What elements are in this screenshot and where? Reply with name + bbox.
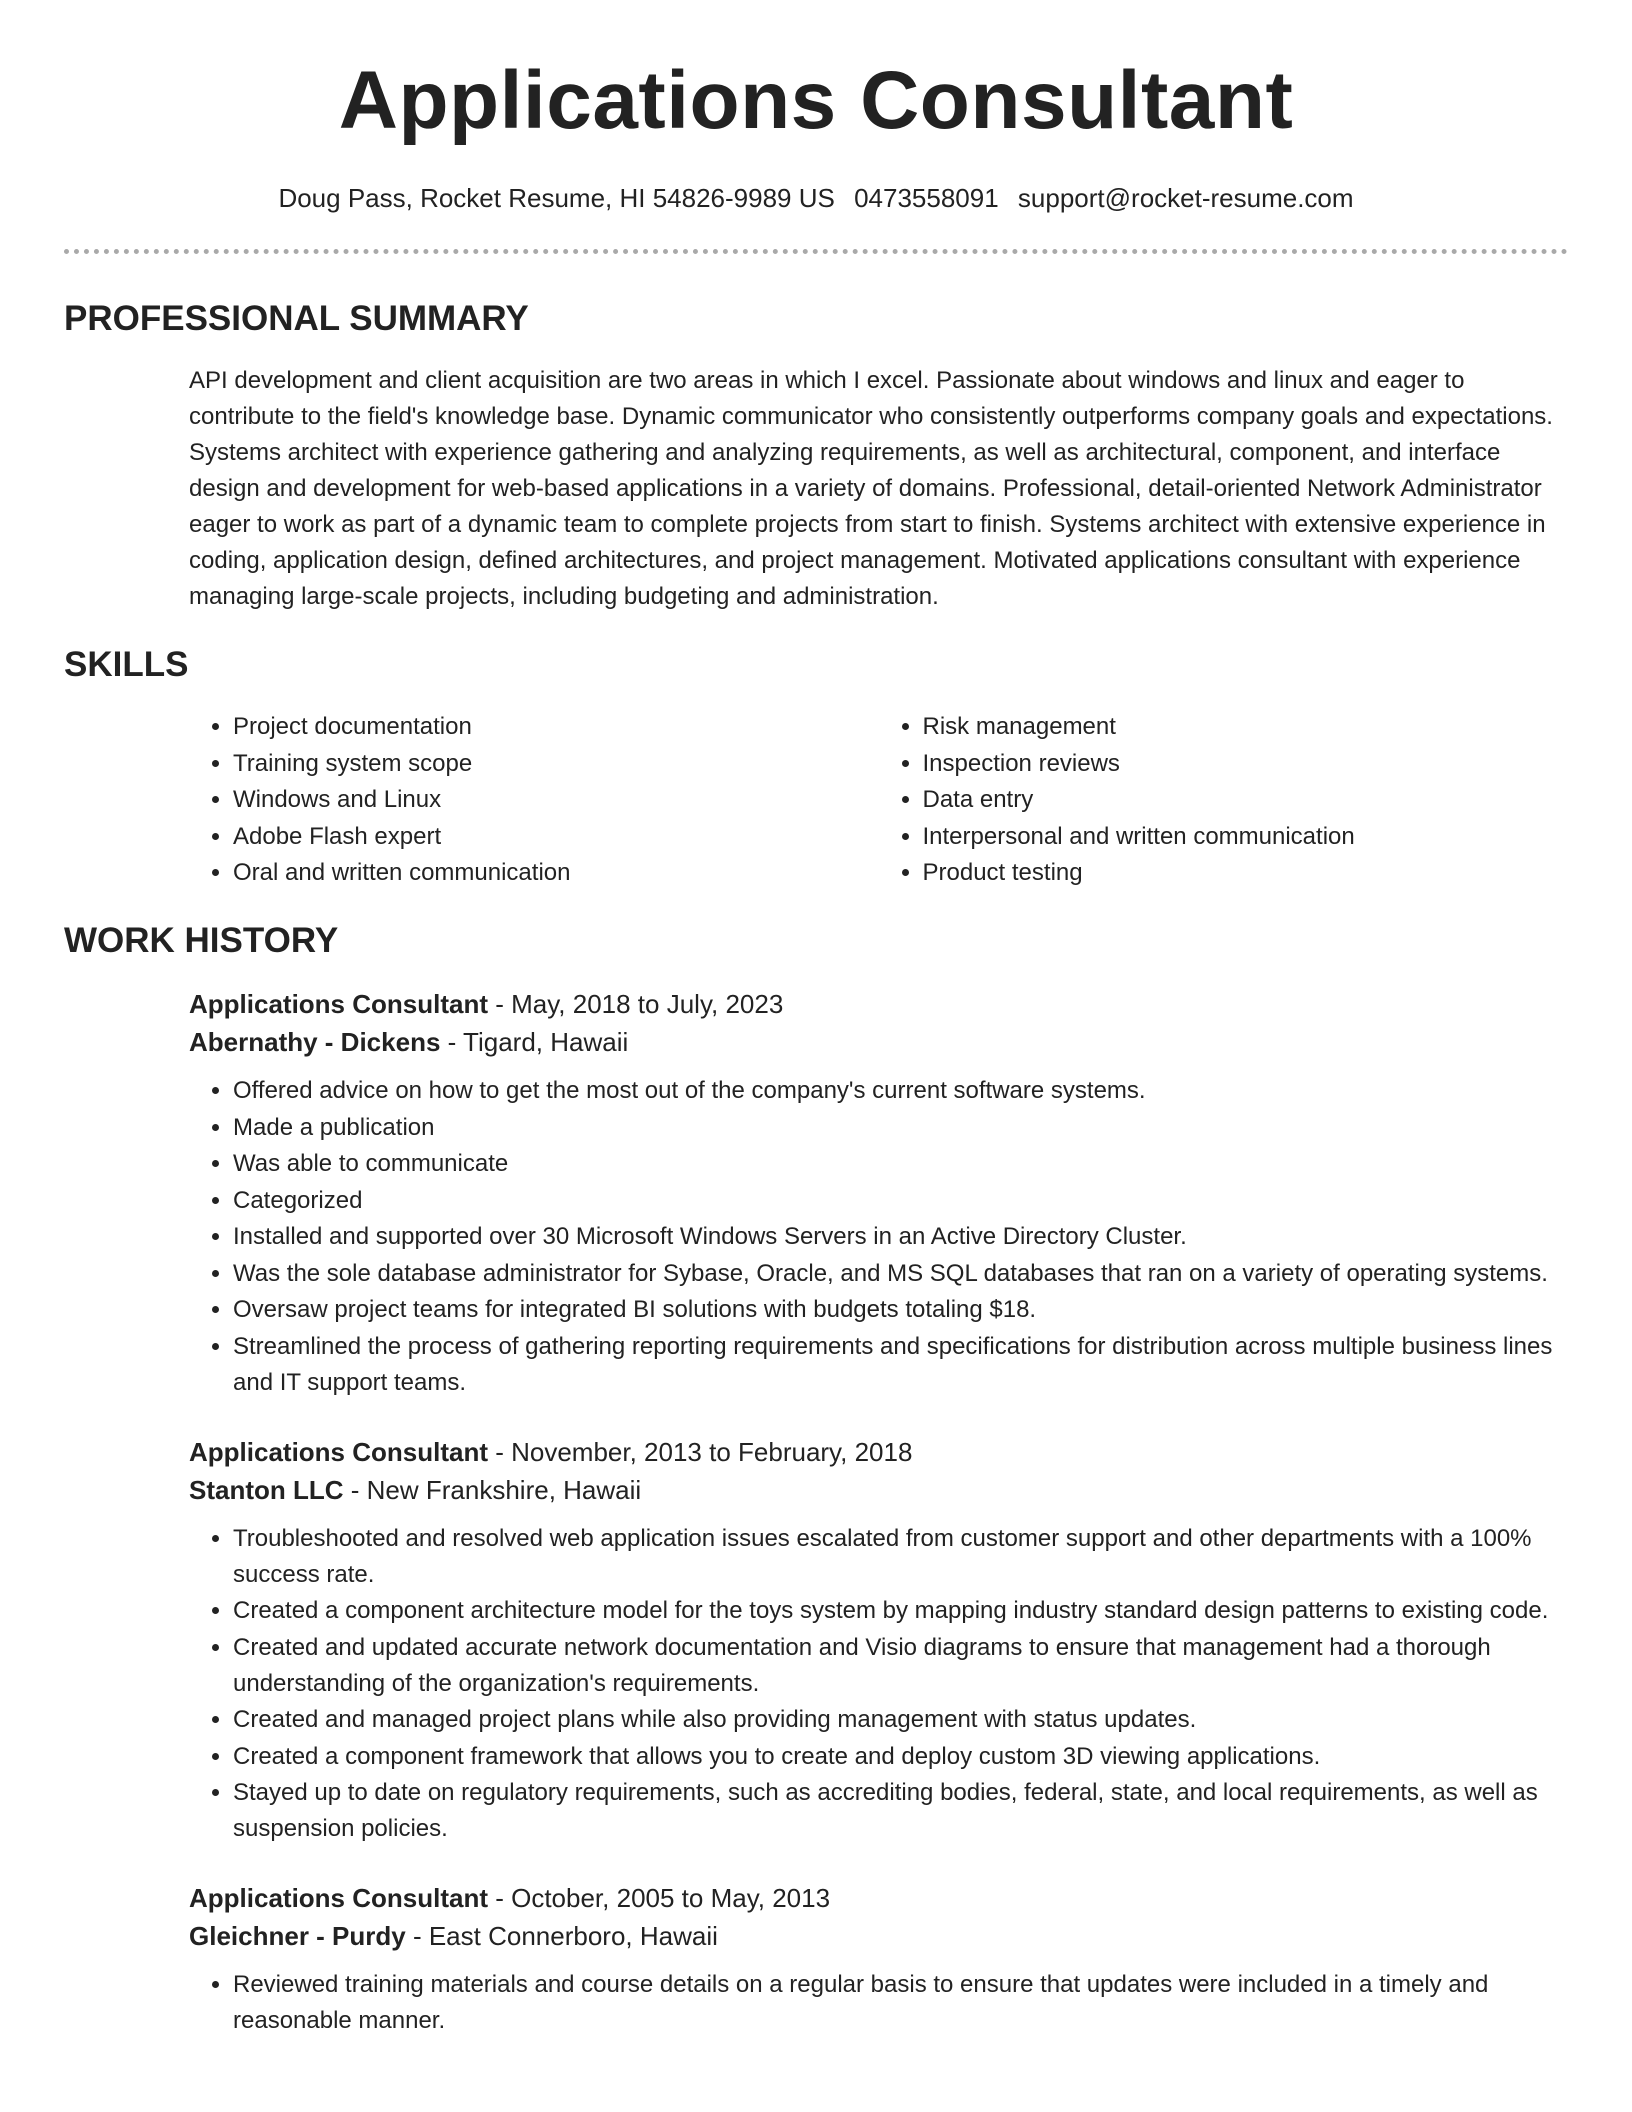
job-bullet: • Created and managed project plans while also providing management with status updates. [233,1702,1593,1738]
job-dates: - November, 2013 to February, 2018 [488,1436,913,1467]
contact-address: Doug Pass, Rocket Resume, HI 54826-9989 US [278,183,835,213]
job-bullet: • Created and updated accurate network documentation and Visio diagrams to ensure that management had a thorough understanding of the organization's requirements. [233,1630,1593,1702]
job-company: Gleichner - Purdy [189,1921,406,1951]
job-location: - Tigard, Hawaii [440,1027,629,1057]
summary-heading: PROFESSIONAL SUMMARY [64,299,529,338]
contact-email[interactable]: support@rocket-resume.com [1017,183,1354,213]
job-bullet: • Streamlined the process of gathering reporting requirements and specifications for distribution across multiple business lines and IT support teams. [233,1329,1593,1401]
job-bullet: • Installed and supported over 30 Microsoft Windows Servers in an Active Directory Cluster. [233,1219,1593,1255]
skills-right-column [879,709,1569,892]
skill-item: • Training system scope [233,746,879,783]
skill-item: • Oral and written communication [233,855,879,892]
job-bullets [189,1967,1593,2039]
skill-item: • Interpersonal and written communication [923,819,1569,856]
skills-section [64,645,1568,892]
job-title: Applications Consultant [189,1436,488,1467]
job-title-line [189,1879,1568,1917]
job-title-line [189,1433,1568,1471]
job-bullet: • Reviewed training materials and course details on a regular basis to ensure that updates were included in a timely and reasonable manner. [233,1967,1593,2039]
skill-item: • Risk management [923,709,1569,746]
job-dates: - May, 2018 to July, 2023 [488,989,784,1019]
job-title-line [189,985,1568,1023]
job-company-line [189,1917,1568,1955]
skill-item: • Project documentation [233,709,879,746]
job-entry [189,1433,1568,1848]
skills-heading: SKILLS [64,645,189,684]
job-title: Applications Consultant [189,1883,488,1913]
job-bullets [189,1073,1593,1401]
skills-list [189,709,1568,892]
job-entry [189,1879,1568,2039]
work-history-section [64,921,1568,2040]
job-location: - New Frankshire, Hawaii [343,1474,642,1505]
job-dates: - October, 2005 to May, 2013 [488,1883,831,1913]
job-entry [189,985,1568,1401]
job-bullet: • Categorized [233,1183,1593,1219]
summary-text: API development and client acquisition are two areas in which I excel. Passionate about windows and linux and eager to contribute to the field's knowledge base. Dynamic communicator who consistently outperforms company goals and expectations. Systems architect with experience gathering and analyzing requirements, as well as architectural, component, and interface design and development for web-based applications in a variety of domains. Professional, detail-oriented Network Administrator eager to work as part of a dynamic team to complete projects from start to finish. Systems architect with extensive experience in coding, application design, defined architectures, and project management. Motivated applications consultant with experience managing large-scale projects, including budgeting and administration. [189,367,1553,610]
header-divider [64,249,1568,254]
summary-section [64,299,1568,615]
job-company: Abernathy - Dickens [189,1027,441,1057]
skills-left-column [189,709,879,892]
job-bullet: • Made a publication [233,1110,1593,1146]
job-bullet: • Was able to communicate [233,1146,1593,1182]
skill-item: • Adobe Flash expert [233,819,879,856]
skill-item: • Data entry [923,782,1569,819]
job-bullet: • Created a component architecture model for the toys system by mapping industry standard design patterns to existing code. [233,1593,1593,1629]
job-bullet: • Stayed up to date on regulatory requirements, such as accrediting bodies, federal, state, and local requirements, as well as suspension policies. [233,1775,1593,1847]
job-bullet: • Troubleshooted and resolved web application issues escalated from customer support and other departments with a 100% success rate. [233,1521,1593,1593]
job-company: Stanton LLC [189,1474,344,1505]
job-company-line [189,1023,1568,1061]
job-title: Applications Consultant [189,989,488,1019]
job-bullet: • Offered advice on how to get the most out of the company's current software systems. [233,1073,1593,1109]
contact-line [0,182,1632,214]
job-company-line [189,1471,1568,1509]
skill-item: • Product testing [923,855,1569,892]
job-bullet: • Created a component framework that allows you to create and deploy custom 3D viewing applications. [233,1739,1593,1775]
work-history-heading: WORK HISTORY [64,921,339,960]
job-location: - East Connerboro, Hawaii [405,1921,718,1951]
contact-phone: 0473558091 [854,183,999,213]
skill-item: • Windows and Linux [233,782,879,819]
job-bullet: • Was the sole database administrator for Sybase, Oracle, and MS SQL databases that ran on a variety of operating systems. [233,1256,1593,1292]
job-bullets [189,1521,1593,1848]
resume-title: Applications Consultant [338,55,1294,146]
job-bullet: • Oversaw project teams for integrated BI solutions with budgets totaling $18. [233,1292,1593,1328]
skill-item: • Inspection reviews [923,746,1569,783]
